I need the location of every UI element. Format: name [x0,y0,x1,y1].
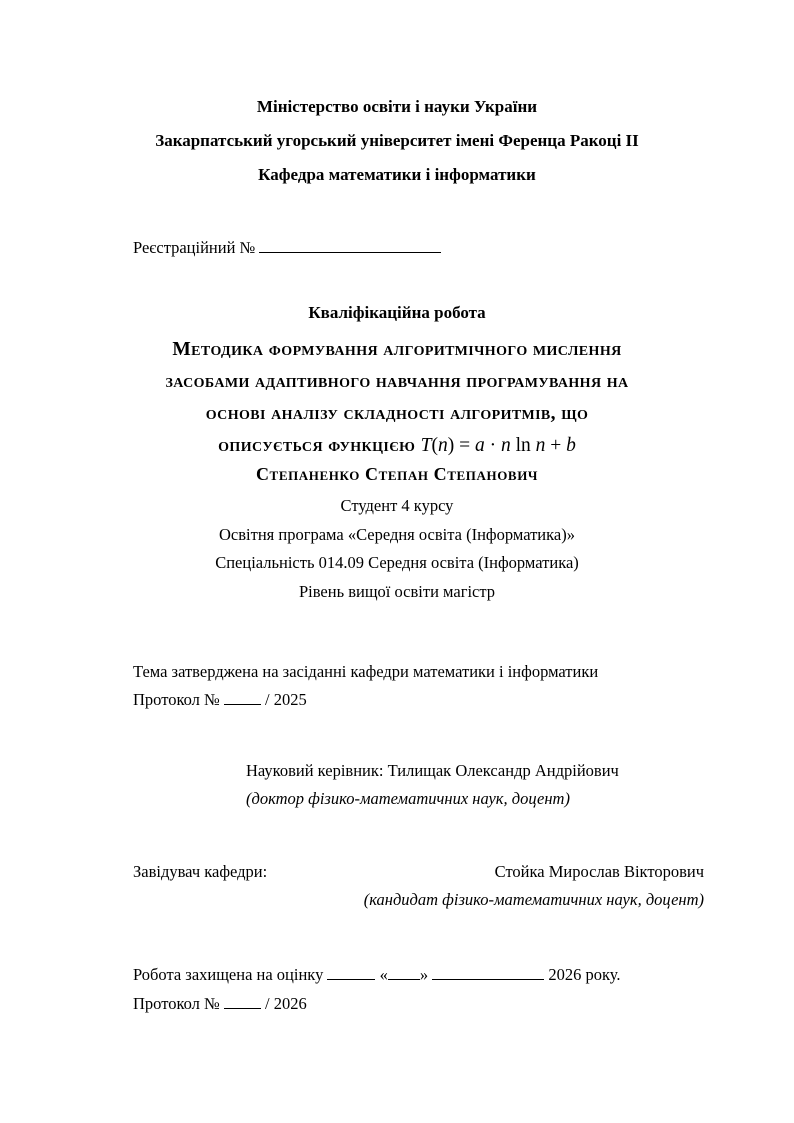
approval-protocol-line [133,686,673,714]
author-speciality: Спеціальність 014.09 Середня освіта (Інформатика) [215,553,579,572]
supervisor-line: Науковий керівник: Тилищак Олександр Андрійович [246,761,619,780]
defense-statement-line [133,961,673,990]
defense-statement-prefix: Робота захищена на оцінку [133,965,324,984]
title-line-2: засобами адаптивного навчання програмування на [165,371,629,392]
department-head-row [133,858,704,886]
approval-protocol-label: Протокол № [133,689,220,709]
defense-month-blank [432,966,544,980]
title-line-4-text: описується функцією [218,435,416,456]
defense-section [133,961,673,1018]
university-line: Закарпатський угорський університет імені Ференца Ракоці II [155,131,639,150]
defense-statement-suffix: 2026 року. [548,965,621,984]
title-line-1: Методика формування алгоритмічного мислення [172,339,622,360]
department-head-section [133,858,704,914]
defense-grade-blank [327,966,375,980]
title-line-3: основі аналізу складності алгоритмів, що [205,403,589,424]
defense-protocol-year: / 2026 [265,993,307,1013]
defense-protocol-label: Протокол № [133,993,220,1013]
defense-protocol-line [133,990,673,1019]
approval-section [133,658,673,713]
department-head-name: Стойка Мирослав Вікторович [494,862,704,881]
registration-number-blank [259,239,441,253]
approval-protocol-year: / 2025 [265,689,307,709]
author-name: Степаненко Степан Степанович [255,464,539,484]
thesis-title [123,334,671,462]
supervisor-degree: (доктор фізико-математичних наук, доцент) [246,789,570,808]
author-info [133,492,661,606]
registration-line [133,234,661,262]
author-program: Освітня програма «Середня освіта (Інформатика)» [219,524,575,544]
defense-protocol-number-blank [224,994,261,1008]
ministry-line: Міністерство освіти і науки України [256,97,538,116]
institution-header [133,90,661,192]
supervisor-section [246,757,706,813]
title-line-4 [123,430,671,462]
author-course: Студент 4 курсу [340,496,454,515]
title-formula: T(n) = a · n ln n + b [420,435,576,456]
registration-label: Реєстраційний № [133,238,256,257]
defense-quote-open: « [379,965,388,984]
work-type-label: Кваліфікаційна робота [308,303,486,322]
department-head-label: Завідувач кафедри: [133,862,268,881]
department-line: Кафедра математики і інформатики [258,165,536,184]
approval-statement: Тема затверджена на засіданні кафедри математики і інформатики [133,662,599,681]
approval-protocol-number-blank [224,690,261,704]
defense-quote-close: » [419,965,429,984]
department-head-degree: (кандидат фізико-математичних наук, доцент) [363,890,704,909]
author-education-level: Рівень вищої освіти магістр [298,581,496,601]
defense-day-blank [388,966,420,980]
